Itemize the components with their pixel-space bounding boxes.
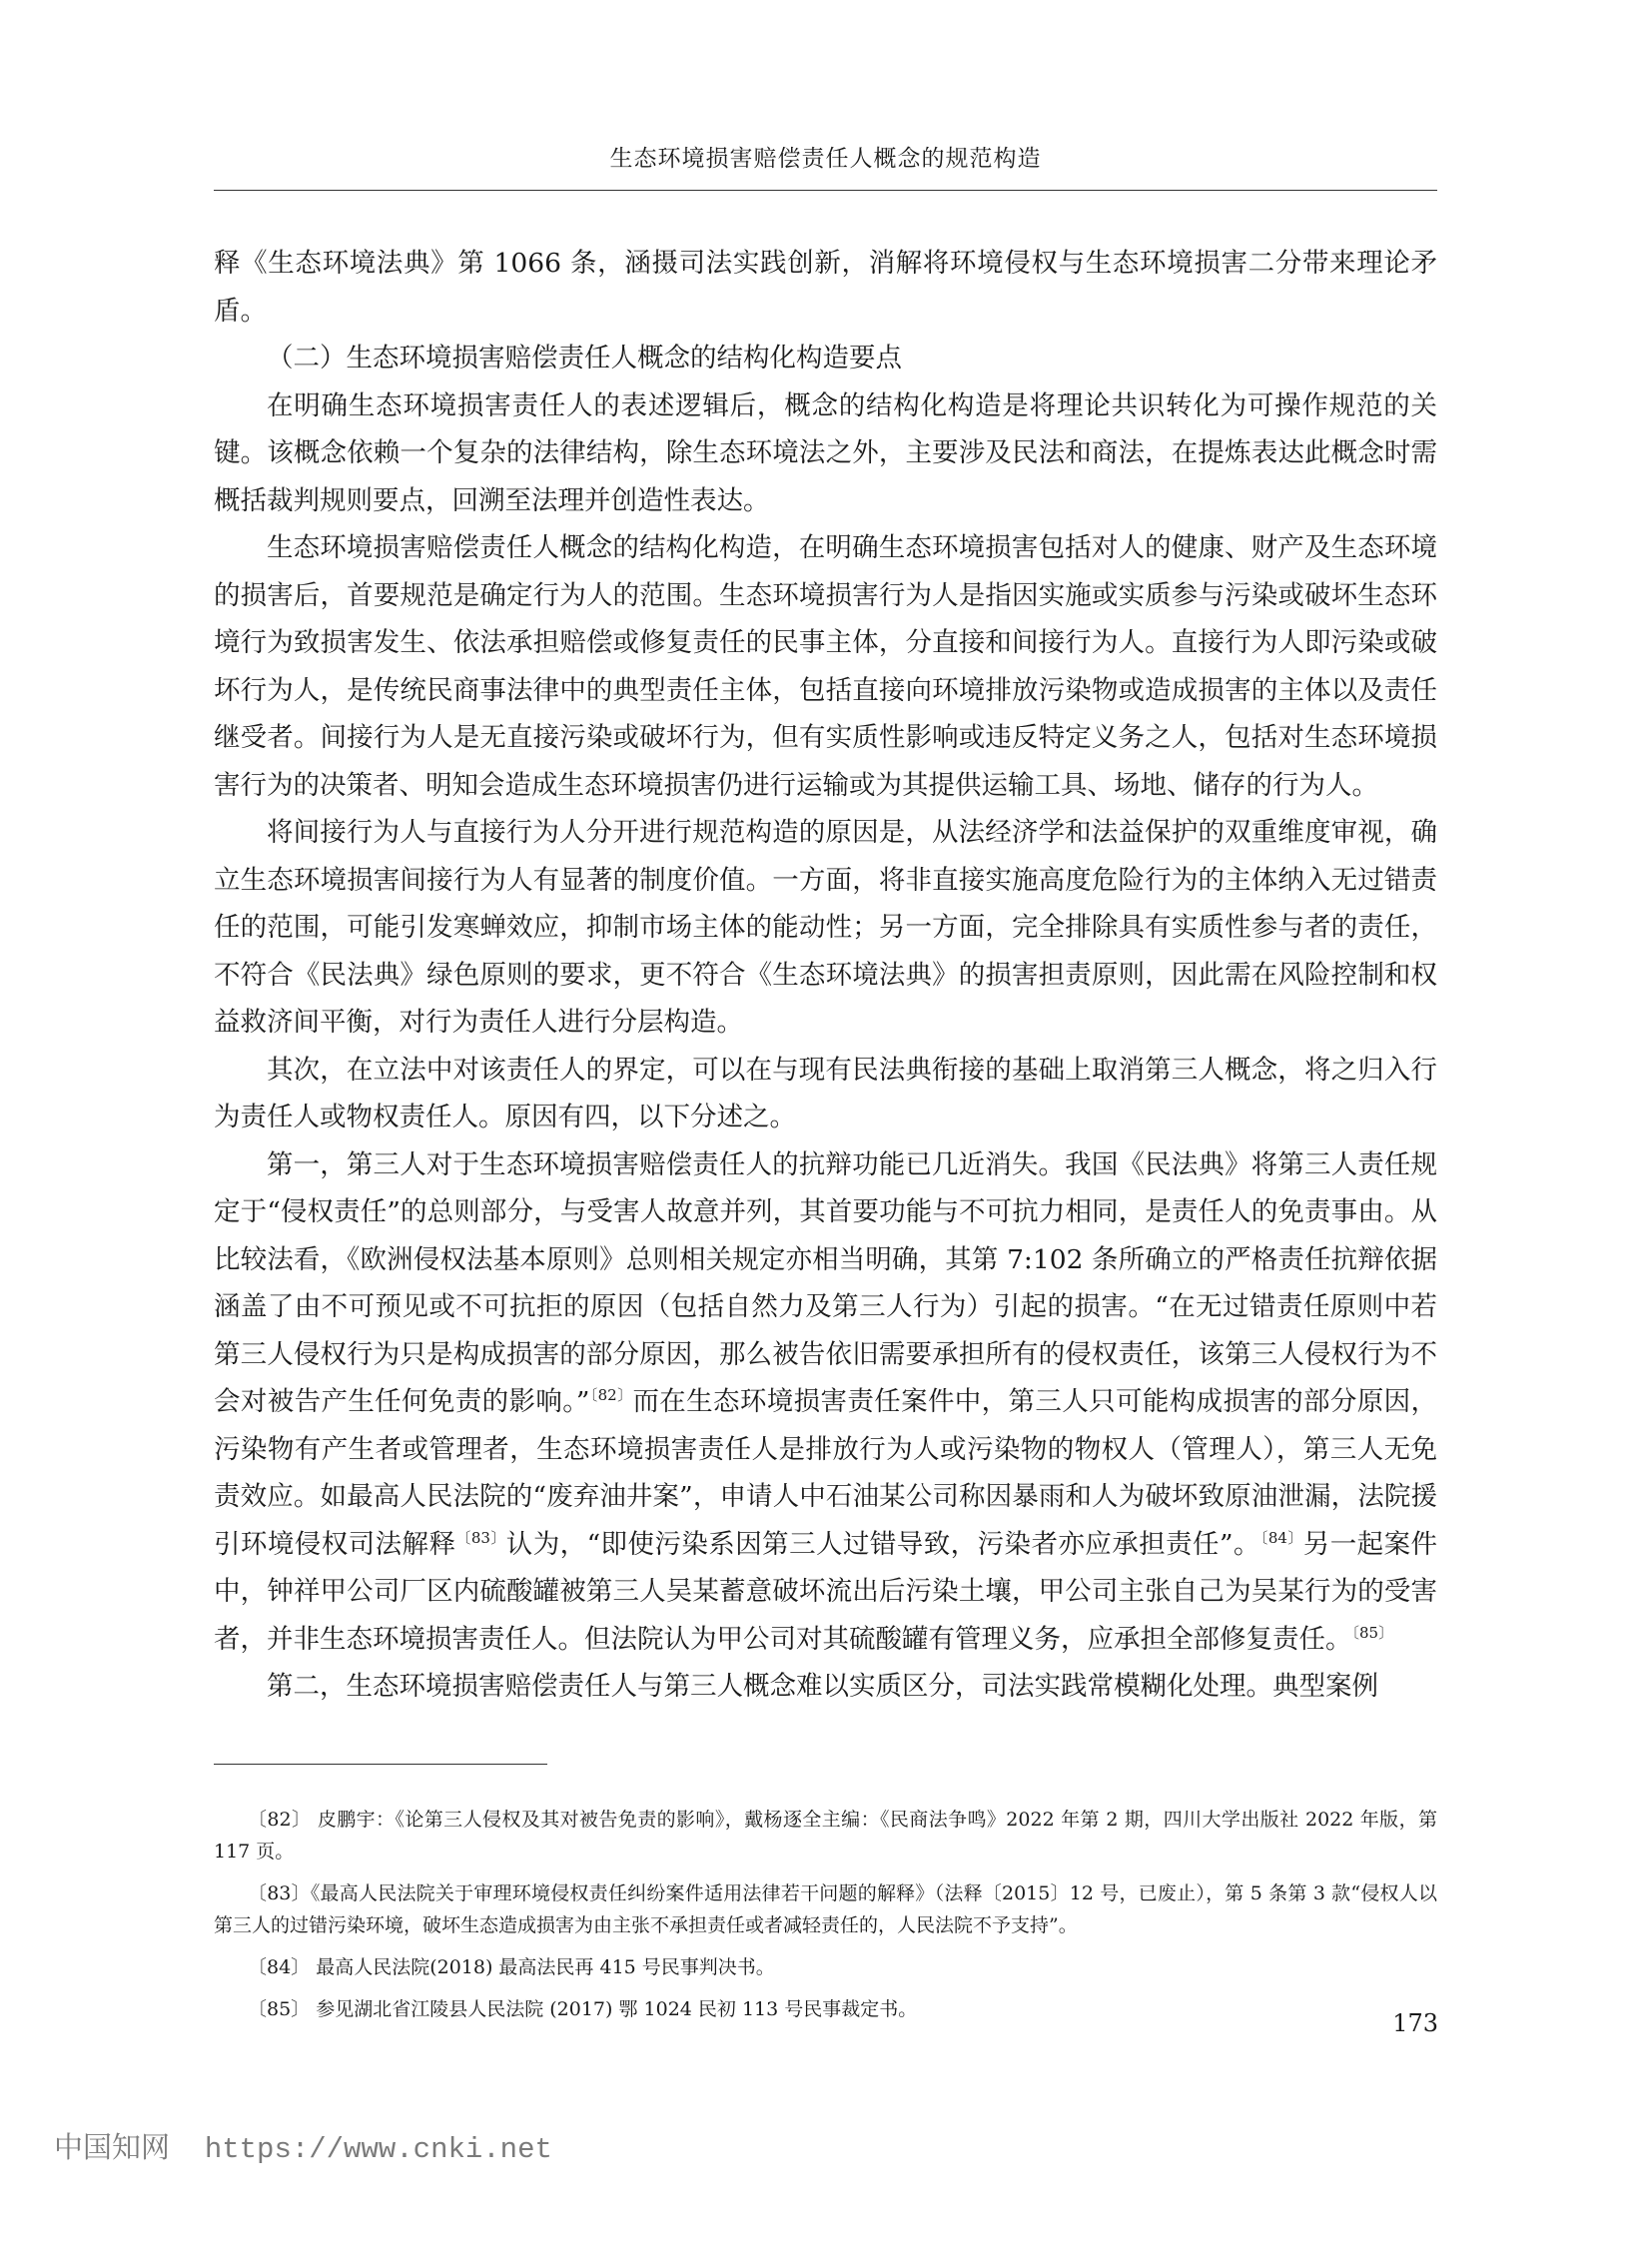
paragraph: 生态环境损害赔偿责任人概念的结构化构造，在明确生态环境损害包括对人的健康、财产及生态环境的损害后，首要规范是确定行为人的范围。生态环境损害行为人是指因实施或实质参与污染或破坏生态环境行为致损害发生、依法承担赔偿或修复责任的民事主体，分直接和间接行为人。直接行为人即污染或破坏行为人，是传统民商事法律中的典型责任主体，包括直接向环境排放污染物或造成损害的主体以及责任继受者。间接行为人是无直接污染或破坏行为，但有实质性影响或违反特定义务之人，包括对生态环境损害行为的决策者、明知会造成生态环境损害仍进行运输或为其提供运输工具、场地、储存的行为人。 — [214, 532, 1437, 801]
footnotes — [214, 1804, 1437, 2035]
section-subheading: （二）生态环境损害赔偿责任人概念的结构化构造要点 — [267, 343, 902, 374]
footnote-rule — [214, 1764, 547, 1765]
header-rule — [214, 190, 1437, 191]
paragraph: 第二，生态环境损害赔偿责任人与第三人概念难以实质区分，司法实践常模糊化处理。典型案例 — [267, 1671, 1378, 1702]
running-header-title: 生态环境损害赔偿责任人概念的规范构造 — [609, 146, 1042, 172]
paragraph: 将间接行为人与直接行为人分开进行规范构造的原因是，从法经济学和法益保护的双重维度审视，确立生态环境损害间接行为人有显著的制度价值。一方面，将非直接实施高度危险行为的主体纳入无过错责任的范围，可能引发寒蝉效应，抑制市场主体的能动性；另一方面，完全排除具有实质性参与者的责任，不符合《民法典》绿色原则的要求，更不符合《生态环境法典》的损害担责原则，因此需在风险控制和权益救济间平衡，对行为责任人进行分层构造。 — [214, 817, 1437, 1038]
footnote-ref-82[interactable]: 〔82〕 — [589, 1386, 633, 1405]
footnote-ref-84[interactable]: 〔84〕 — [1259, 1528, 1303, 1547]
paragraph-text: 第一，第三人对于生态环境损害赔偿责任人的抗辩功能已几近消失。我国《民法典》将第三人责任规定于“侵权责任”的总则部分，与受害人故意并列，其首要功能与不可抗力相同，是责任人的免责事由。从比较法看，《欧洲侵权法基本原则》总则相关规定亦相当明确，其第 7:102 条所确立的严格责任抗辩依据涵盖了由不可预见或不可抗拒的原因（包括自然力及第三人行为）引起的损害。“在无过错责任原则中若第三人侵权行为只是构成损害的部分原因，那么被告依旧需要承担所有的侵权责任，该第三人侵权行为不会对被告产生任何免责的影响。” — [214, 1148, 1437, 1417]
watermark-brand: 中国知网 — [54, 2130, 171, 2164]
paragraph-text: 而在生态环境损害责任案件中，第三人只可能构成损害的部分原因，污染物有产生者或管理者，生态环境损害责任人是排放行为人或污染物的物权人（管理人），第三人无免责效应。如最高人民法院的“废弃油井案”，申请人中石油某公司称因暴雨和人为破坏致原油泄漏，法院援引环境侵权司法解释 — [214, 1386, 1437, 1560]
paragraph-text: 认为，“即使污染系因第三人过错导致，污染者亦应承担责任”。 — [505, 1528, 1260, 1560]
watermark-url: https://www.cnki.net — [204, 2133, 552, 2166]
footnote-ref-85[interactable]: 〔85〕 — [1351, 1623, 1394, 1642]
paragraph-text: 另一起案件中，钟祥甲公司厂区内硫酸罐被第三人吴某蓄意破坏流出后污染土壤，甲公司主张自己为吴某行为的受害者，并非生态环境损害责任人。但法院认为甲公司对其硫酸罐有管理义务，应承担全部修复责任。 — [214, 1528, 1438, 1655]
cnki-watermark — [54, 2125, 552, 2166]
paragraph-continuation: 释《生态环境法典》第 1066 条，涵摄司法实践创新，消解将环境侵权与生态环境损害二分带来理论矛盾。 — [214, 248, 1437, 327]
footnote-83: 〔83〕《最高人民法院关于审理环境侵权责任纠纷案件适用法律若干问题的解释》（法释〔2015〕12 号，已废止），第 5 条第 3 款“侵权人以第三人的过错污染环境，破坏生态造成损害为由主张不承担责任或者减轻责任的，人民法院不予支持”。 — [214, 1882, 1437, 1936]
paragraph: 在明确生态环境损害责任人的表述逻辑后，概念的结构化构造是将理论共识转化为可操作规范的关键。该概念依赖一个复杂的法律结构，除生态环境法之外，主要涉及民法和商法，在提炼表达此概念时需概括裁判规则要点，回溯至法理并创造性表达。 — [214, 389, 1437, 516]
body-text — [214, 240, 1437, 1711]
footnote-85: 〔85〕 参见湖北省江陵县人民法院 (2017) 鄂 1024 民初 113 号民事裁定书。 — [248, 1998, 918, 2020]
paragraph: 其次，在立法中对该责任人的界定，可以在与现有民法典衔接的基础上取消第三人概念，将之归入行为责任人或物权责任人。原因有四，以下分述之。 — [214, 1054, 1437, 1132]
paragraph-with-citations — [214, 1141, 1437, 1664]
footnote-ref-83[interactable]: 〔83〕 — [455, 1528, 506, 1547]
footnote-84: 〔84〕 最高人民法院(2018) 最高法民再 415 号民事判决书。 — [248, 1956, 775, 1978]
footnote-82: 〔82〕 皮鹏宇：《论第三人侵权及其对被告免责的影响》，戴杨逐全主编：《民商法争鸣》2022 年第 2 期，四川大学出版社 2022 年版，第 117 页。 — [214, 1809, 1437, 1863]
page-number: 173 — [1392, 2009, 1438, 2037]
